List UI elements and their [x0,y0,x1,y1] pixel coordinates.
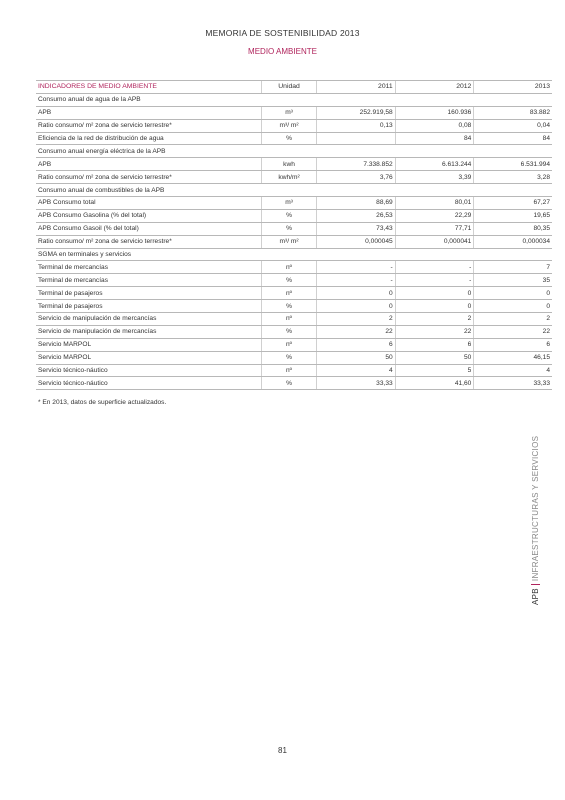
table-row [36,119,552,132]
indicator-cell: Ratio consumo/ m² zona de servicio terrestre* [36,235,262,248]
unit-cell: kwh/m² [262,171,316,184]
value-2012-cell: 84 [395,132,474,145]
value-2011-cell: 2 [316,313,395,326]
indicator-cell: APB Consumo Gasolina (% del total) [36,209,262,222]
value-2011-cell: 0 [316,287,395,300]
value-2013-cell: 22 [474,325,552,338]
value-2011-cell: 33,33 [316,377,395,390]
indicator-cell: Terminal de mercancías [36,261,262,274]
unit-cell: m³/ m² [262,235,316,248]
document-title: MEMORIA DE SOSTENIBILIDAD 2013 [205,28,360,38]
value-2013-cell: 6 [474,338,552,351]
table-row [36,364,552,377]
side-label-prefix: APB [531,588,540,605]
unit-cell: % [262,209,316,222]
value-2012-cell: 77,71 [395,222,474,235]
unit-cell: % [262,222,316,235]
indicator-cell: Eficiencia de la red de distribución de agua [36,132,262,145]
table-row [36,171,552,184]
unit-cell: % [262,325,316,338]
header-year-2013: 2013 [474,81,552,94]
group-label: Consumo anual energía eléctrica de la APB [36,145,552,158]
unit-cell: % [262,132,316,145]
indicator-cell: Servicio técnico-náutico [36,364,262,377]
value-2011-cell [316,132,395,145]
value-2012-cell: 6.613.244 [395,158,474,171]
value-2012-cell: 0 [395,287,474,300]
value-2012-cell: 5 [395,364,474,377]
value-2011-cell: 0 [316,300,395,313]
value-2011-cell: 0,13 [316,119,395,132]
indicator-cell: Servicio MARPOL [36,338,262,351]
table-row [36,197,552,210]
side-label-divider [531,584,540,585]
value-2013-cell: 80,35 [474,222,552,235]
side-label-text: INFRAESTRUCTURAS Y SERVICIOS [531,435,540,582]
value-2013-cell: 2 [474,313,552,326]
table-row [36,351,552,364]
table-header-row [36,81,552,94]
value-2013-cell: 46,15 [474,351,552,364]
group-label: Consumo anual de agua de la APB [36,93,552,106]
value-2011-cell: 50 [316,351,395,364]
unit-cell: % [262,351,316,364]
value-2013-cell: 35 [474,274,552,287]
indicator-cell: Ratio consumo/ m² zona de servicio terrestre* [36,119,262,132]
unit-cell: % [262,274,316,287]
side-section-label [531,436,540,605]
group-row [36,93,552,106]
value-2013-cell: 0 [474,287,552,300]
group-row [36,184,552,197]
indicator-cell: APB [36,106,262,119]
header-year-2011: 2011 [316,81,395,94]
value-2013-cell: 6.531.994 [474,158,552,171]
value-2011-cell: 26,53 [316,209,395,222]
value-2011-cell: - [316,274,395,287]
table-row [36,325,552,338]
table-row [36,132,552,145]
value-2011-cell: 7.338.852 [316,158,395,171]
indicator-cell: Servicio de manipulación de mercancías [36,313,262,326]
header-unit: Unidad [262,81,316,94]
table-row [36,338,552,351]
indicator-cell: Terminal de mercancías [36,274,262,287]
indicator-cell: Servicio técnico-náutico [36,377,262,390]
value-2012-cell: - [395,274,474,287]
table-row [36,313,552,326]
value-2011-cell: 252.919,58 [316,106,395,119]
value-2013-cell: 84 [474,132,552,145]
value-2012-cell: 0 [395,300,474,313]
unit-cell: m³ [262,106,316,119]
unit-cell: kwh [262,158,316,171]
value-2012-cell: 22 [395,325,474,338]
value-2011-cell: 73,43 [316,222,395,235]
value-2012-cell: 22,29 [395,209,474,222]
value-2012-cell: 80,01 [395,197,474,210]
table-row [36,235,552,248]
unit-cell: nº [262,261,316,274]
page-number: 81 [278,746,287,755]
unit-cell: nº [262,364,316,377]
group-label: Consumo anual de combustibles de la APB [36,184,552,197]
indicator-cell: Ratio consumo/ m² zona de servicio terrestre* [36,171,262,184]
value-2013-cell: 0,04 [474,119,552,132]
unit-cell: m³/ m² [262,119,316,132]
value-2011-cell: 22 [316,325,395,338]
value-2011-cell: - [316,261,395,274]
unit-cell: m³ [262,197,316,210]
table-row [36,300,552,313]
header-year-2012: 2012 [395,81,474,94]
value-2012-cell: - [395,261,474,274]
indicator-cell: APB [36,158,262,171]
unit-cell: % [262,377,316,390]
value-2013-cell: 4 [474,364,552,377]
group-row [36,145,552,158]
section-title: MEDIO AMBIENTE [248,47,317,56]
value-2013-cell: 33,33 [474,377,552,390]
value-2013-cell: 7 [474,261,552,274]
value-2011-cell: 6 [316,338,395,351]
indicator-cell: Servicio MARPOL [36,351,262,364]
indicator-cell: Terminal de pasajeros [36,300,262,313]
table-row [36,209,552,222]
value-2011-cell: 0,000045 [316,235,395,248]
value-2012-cell: 2 [395,313,474,326]
indicator-cell: Servicio de manipulación de mercancías [36,325,262,338]
table-row [36,261,552,274]
unit-cell: nº [262,338,316,351]
table-row [36,222,552,235]
value-2012-cell: 0,08 [395,119,474,132]
value-2012-cell: 0,000041 [395,235,474,248]
indicator-cell: APB Consumo total [36,197,262,210]
table-row [36,158,552,171]
indicator-cell: APB Consumo Gasoil (% del total) [36,222,262,235]
header-indicator: INDICADORES DE MEDIO AMBIENTE [36,81,262,94]
unit-cell: nº [262,313,316,326]
value-2013-cell: 0,000034 [474,235,552,248]
indicators-table [36,80,552,390]
value-2012-cell: 50 [395,351,474,364]
value-2012-cell: 3,39 [395,171,474,184]
indicator-cell: Terminal de pasajeros [36,287,262,300]
table-row [36,287,552,300]
value-2011-cell: 88,69 [316,197,395,210]
value-2013-cell: 0 [474,300,552,313]
table-row [36,377,552,390]
table-row [36,106,552,119]
value-2012-cell: 6 [395,338,474,351]
value-2012-cell: 160.936 [395,106,474,119]
value-2011-cell: 4 [316,364,395,377]
table-row [36,274,552,287]
value-2012-cell: 41,60 [395,377,474,390]
unit-cell: % [262,300,316,313]
value-2013-cell: 19,65 [474,209,552,222]
unit-cell: nº [262,287,316,300]
group-label: SGMA en terminales y servicios [36,248,552,261]
footnote: * En 2013, datos de superficie actualizados. [38,399,167,406]
value-2013-cell: 3,28 [474,171,552,184]
value-2013-cell: 67,27 [474,197,552,210]
value-2011-cell: 3,76 [316,171,395,184]
group-row [36,248,552,261]
value-2013-cell: 83.882 [474,106,552,119]
